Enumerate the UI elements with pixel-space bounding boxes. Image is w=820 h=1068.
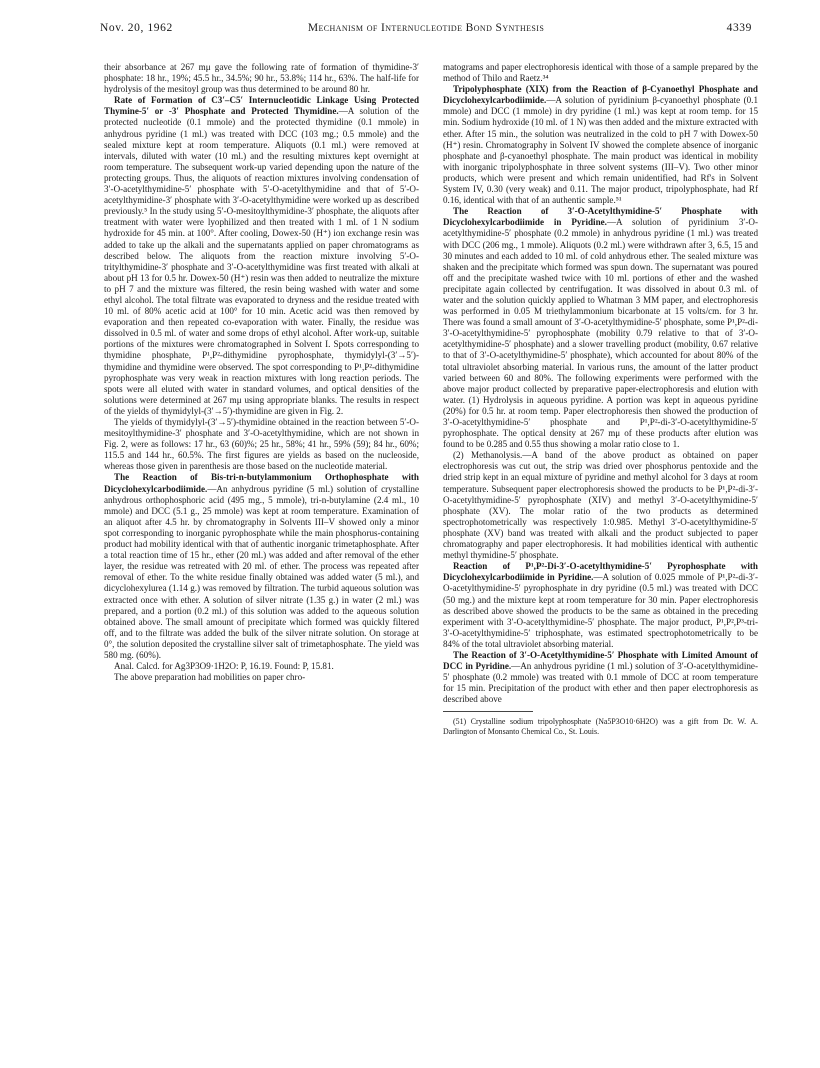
footnote: (51) Crystalline sodium tripolyphosphate (Na5P3O10·6H2O) was a gift from Dr. W. A. Darlington of Monsanto Chemical Co., St. Louis. [443,717,758,737]
paragraph [443,62,758,84]
paragraph [443,84,758,206]
paragraph-text: —A solution of the protected nucleotide (0.1 mmole) and the protected thymidine (0.1 mmole) in anhydrous pyridine (1 ml.) was treated with DCC (103 mg.; 0.5 mmole) and the sealed mixture kept at room temperature. Aliquots (0.1 ml.) were removed at intervals, diluted with water (10 ml.) and the resulting mixtures kept overnight at room temperature. The subsequent work-up varied depending upon the nature of the protecting groups. Thus, the aliquots of reaction mixtures involving condensation of 3′-O-acetylthymidine-5′ phosphate with 5′-O-acetylthymidine and that of 5′-O-acetylthymidine-3′ phosphate with 3′-O-acetylthymidine were worked up as described previously.⁵ In the study using 5′-O-mesitoylthymidine-3′ phosphate, the aliquots after treatment with water were lyophilized and then treated with 1 ml. of 1 N sodium hydroxide for 45 min. at 100°. After cooling, Dowex-50 (H⁺) ion exchange resin was added to take up the alkali and the supernatants applied on paper chromatograms as described below. The aliquots from the reaction mixture involving 5′-O-tritylthymidine-3′ phosphate and 3′-O-acetylthymidine was first treated with alkali at about pH 13 for 0.5 hr. Dowex-50 (H⁺) resin was then added to neutralize the mixture to pH 7 and the mixture was filtered, the resin being washed with water and some ethyl alcohol. The total filtrate was evaporated to dryness and the residue treated with 10 ml. of 80% acetic acid at 100° for 10 min. Acetic acid was then removed by evaporation and then repeated co-evaporation with water. Finally, the residue was dissolved in 0.5 ml. of water and some drops of ethyl alcohol. After work-up, suitable portions of the mixtures were chromatographed in Solvent I. Spots corresponding to thymidine phosphate, P¹,P²-dithymidine pyrophosphate, thymidylyl-(3′→5′)-thymidine and thymidine were observed. The spot corresponding to P¹,P²-dithymidine pyrophosphate was very weak in reaction mixtures with long reaction periods. The spots were all eluted with water in standard volumes, and optical densities of the solutions were determined at 267 mμ using appropriate blanks. The results in respect of the yields of thymidylyl-(3′→5′)-thymidine are given in Fig. 2. [104,106,419,416]
page-number: 4339 [726,22,752,34]
paragraph-text: —A solution of 0.025 mmole of P¹,P²-di-3′-O-acetylthymidine-5′ pyrophosphate in dry pyridine (0.5 ml.) was treated with DCC (50 mg.) and the mixture kept at room temperature for 30 min. Paper electrophoresis as described above showed the products to be the same as obtained in the preceding experiment with 3′-O-acetylthymidine-5′ phosphate. The major product, P¹,P²,P³-tri-3′-O-acetylthymidine-5′ triphosphate, was estimated spectrophotometrically to be 84% of the total ultraviolet absorbing material. [443,572,758,649]
paragraph [104,472,419,661]
paragraph [104,661,419,672]
paragraph-text: their absorbance at 267 mμ gave the following rate of formation of thymidine-3′ phosphate: 18 hr., 19%; 45.5 hr., 34.5%; 90 hr., 53.8%; 114 hr., 63%. The half-life for hydrolysis of the mesitoyl group was thus determined to be around 80 hr. [104,62,419,95]
running-header [100,22,752,38]
paragraph-heading: The Reaction of Bis-tri-n-butylammonium Orthophosphate with Dicyclohexylcarbodiimide. [104,472,419,494]
paragraph [104,62,419,95]
paragraph-text: —A solution of pyridinium β-cyanoethyl phosphate (0.1 mmole) and DCC (1 mmole) in dry pyridine (1 ml.) was kept at room temp. for 15 min. Sodium hydroxide (10 ml. of 1 N) was then added and the mixture extracted with ether. After 15 min., the solution was neutralized in the cold to pH 7 with Dowex-50 (H⁺) resin. Chromatography in Solvent IV showed the complete absence of inorganic phosphate and β-cyanoethyl phosphate. The main product was identical in mobility with inorganic tripolyphosphate in three solvent systems (III–V). Two other minor products, which were present and which remain unidentified, had Rf's in Solvent System IV, 0.30 (very weak) and 0.11. The major product, tripolyphosphate, had Rf 0.16, identical with that of an authentic sample.⁵¹ [443,95,758,206]
paragraph [443,450,758,561]
paragraph [443,650,758,705]
paragraph-text: Anal. Calcd. for Ag3P3O9·1H2O: P, 16.19. Found: P, 15.81. [114,661,334,672]
right-column [443,62,758,737]
paragraph [443,206,758,450]
paragraph-text: The above preparation had mobilities on paper chro- [114,672,306,683]
paragraph-heading: Tripolyphosphate (XIX) from the Reaction of β-Cyanoethyl Phosphate and Dicyclohexylcarbodiimide. [443,84,758,106]
header-date: Nov. 20, 1962 [100,22,173,34]
paragraph-text: matograms and paper electrophoresis identical with those of a sample prepared by the method of Thilo and Raetz.³⁴ [443,62,758,84]
paragraph-text: —An anhydrous pyridine (5 ml.) solution of crystalline anhydrous orthophosphoric acid (495 mg., 5 mmole), tri-n-butylamine (2.4 ml., 10 mmole) and DCC (5.1 g., 25 mmole) was kept at room temperature. Examination of an aliquot after 4.5 hr. by chromatography in Solvents III–V showed only a minor spot corresponding to inorganic pyrophosphate while the main phosphorus-containing product had mobility identical with that of authentic inorganic trimetaphosphate. After a total reaction time of 15 hr., ether (20 ml.) was added and after removal of the ether layer, the residue was retreated with 20 ml. of ether. The process was repeated after removal of ether. To the white residue finally obtained was added water (5 ml.), and dicyclohexylurea (1.14 g.) was removed by filtration. The turbid aqueous solution was extracted once with ether. A solution of silver nitrate (1.35 g.) in water (2 ml.) was prepared, and a portion (0.2 ml.) of this solution was added to the aqueous solution obtained above. The small amount of precipitate which formed was quickly filtered off, and to the filtrate was added the bulk of the silver nitrate solution. On storage at 0°, the solution deposited the crystalline silver salt of trimetaphosphate. The yield was 580 mg. (60%). [104,483,419,660]
paragraph-text: —An anhydrous pyridine (1 ml.) solution of 3′-O-acetylthymidine-5′ phosphate (0.2 mmole) was treated with 0.1 mmole of DCC at room temperature for 15 min. Precipitation of the product with ether and then paper electrophoresis as described above [443,661,758,705]
footnote-rule [443,711,533,712]
left-column [104,62,419,683]
paragraph-text: —A solution of pyridinium 3′-O-acetylthymidine-5′ phosphate (0.2 mmole) in anhydrous pyridine (1 ml.) was treated with DCC (206 mg., 1 mmole). Aliquots (0.2 ml.) were withdrawn after 3, 6.5, 15 and 30 minutes and each added to 10 ml. of cold anhydrous ether. The sealed mixture was shaken and the precipitate which formed was spun down. The supernatant was poured off and the precipitate washed twice with 10 ml. portions of ether and the washed precipitate again collected by centrifugation. It was dissolved in about 0.3 ml. of water and the solution quickly applied to Whatman 3 MM paper, and electrophoresis was performed in 0.05 M triethylammonium bicarbonate at 15 volts/cm. for 3 hr. There was found a small amount of 3′-O-acetylthymidine-5′ phosphate, some P¹,P²-di-3′-O-acetylthymidine-5′ pyrophosphate (mobility 0.79 relative to that of 3′-O-acetylthymidine-5′ phosphate) and a slower travelling product (mobility, 0.67 relative to that of 3′-O-acetylthymidine-5′ phosphate), which accounted for about 80% of the total ultraviolet absorbing material. In various runs, the amount of the latter product varied between 60 and 80%. The following experiments were performed with the above major product collected by preparative paper-electrophoresis and elution with water. (1) Hydrolysis in aqueous pyridine. A portion was kept in aqueous pyridine (20%) for 0.5 hr. at room temp. Paper electrophoresis then showed the production of 3′-O-acetylthymidine-5′ phosphate and P¹,P²-di-3′-O-acetylthymidine-5′ pyrophosphate. The optical density at 267 mμ of these products after elution was found to be 0.285 and 0.55 thus showing a molar ratio close to 1. [443,217,758,450]
paragraph-heading: Reaction of P¹,P²-Di-3′-O-acetylthymidine-5′ Pyrophosphate with Dicyclohexylcarbodiimide in Pyridine. [443,561,758,583]
paragraph-heading: Rate of Formation of C3′–C5′ Internucleotidic Linkage Using Protected Thymine-5′ or -3′ Phosphate and Protected Thymidine. [104,95,419,117]
header-title: Mechanism of Internucleotide Bond Synthesis [307,22,545,34]
paragraph [104,672,419,683]
paragraph [104,95,419,417]
paragraph-heading: The Reaction of 3′-O-Acetylthymidine-5′ Phosphate with Limited Amount of DCC in Pyridine. [443,649,758,672]
paragraph [443,561,758,650]
paragraph-heading: The Reaction of 3′-O-Acetylthymidine-5′ Phosphate with Dicyclohexylcarbodiimide in Pyridine. [443,206,758,228]
paragraph-text: The yields of thymidylyl-(3′→5′)-thymidine obtained in the reaction between 5′-O-mesitoylthymidine-3′ phosphate and 3′-O-acetylthymidine, which are not shown in Fig. 2, were as follows: 17 hr., 63 (60)%; 25 hr., 58%; 41 hr., 59% (59); 84 hr., 60%; 115.5 and 144 hr., 60.5%. The first figures are yields as based on the nucleoside, whereas those given in parenthesis are those based on the nucleotide material. [104,417,419,472]
paragraph-text: (2) Methanolysis.—A band of the above product as obtained on paper electrophoresis was cut out, the strip was dried over phosphorus pentoxide and the dried strip kept in an equal mixture of pyridine and methyl alcohol for 3 days at room temperature. Subsequent paper electrophoresis showed the products to be P¹,P²-di-3′-O-acetylthymidine-5′ pyrophosphate (XIV) and methyl 3′-O-acetylthymidine-5′ phosphate (XV). The molar ratio of the two products as determined spectrophotometrically was respectively 1:0.985. Methyl 3′-O-acetylthymidine-5′ phosphate (XV) band was treated with alkali and the product subjected to paper chromatography and paper electrophoresis. It had mobilities identical with authentic methyl thymidine-5′ phosphate. [443,450,758,561]
paragraph [104,417,419,472]
